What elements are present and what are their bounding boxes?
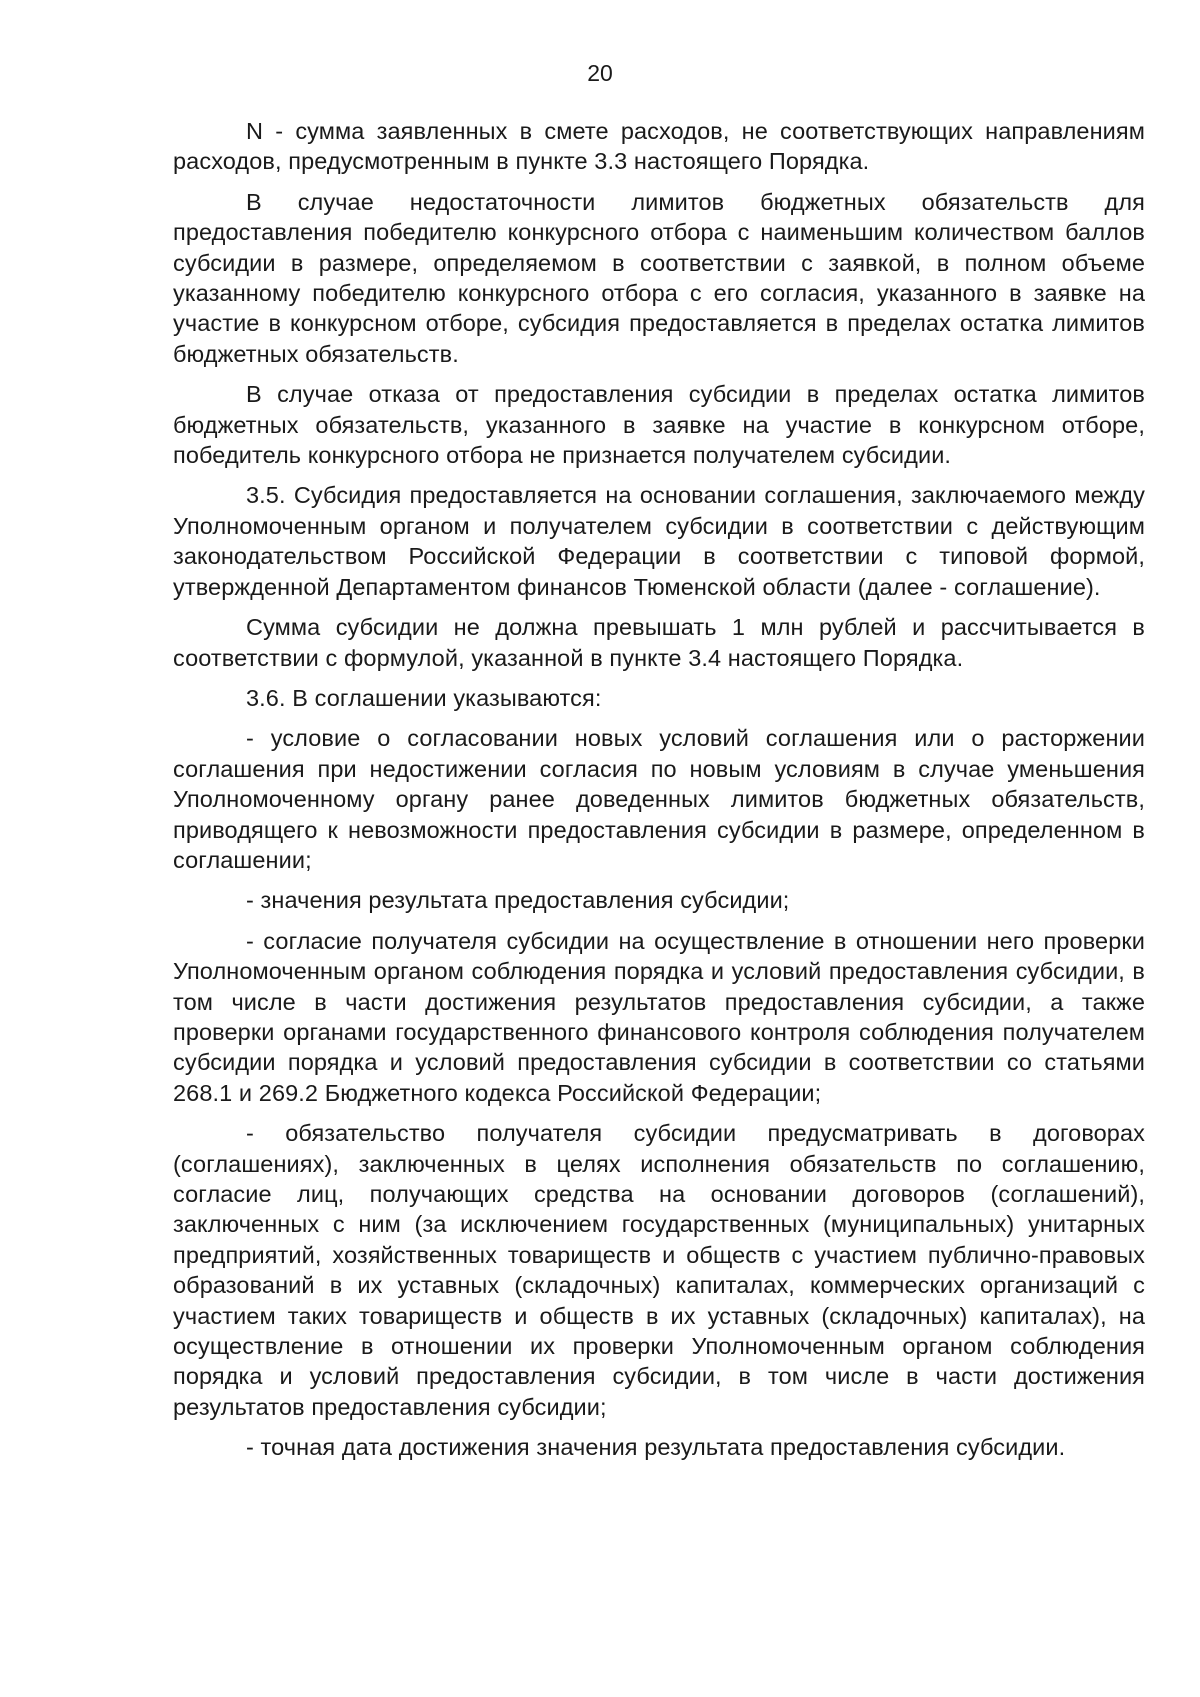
paragraph-refusal: В случае отказа от предоставления субсидии в пределах остатка лимитов бюджетных обязательств, указанного в заявке на участие в конкурсном отборе, победитель конкурсного отбора не признается получателем субсидии. bbox=[173, 381, 1145, 469]
list-item-exact-date: - точная дата достижения значения результата предоставления субсидии. bbox=[246, 1434, 1066, 1461]
paragraph-subsidy-amount: Сумма субсидии не должна превышать 1 млн рублей и рассчитывается в соответствии с формулой, указанной в пункте 3.4 настоящего Порядка. bbox=[173, 614, 1145, 671]
page-number: 20 bbox=[587, 60, 613, 86]
list-item-new-conditions: - условие о согласовании новых условий соглашения или о расторжении соглашения при недостижении согласия по новым условиям в случае уменьшения Уполномоченному органу ранее доведенных лимитов бюджетных обязательств, приводящего к невозможности предоставления субсидии в размере, определенном в соглашении; bbox=[173, 725, 1145, 873]
paragraph-n-definition: N - сумма заявленных в смете расходов, не соответствующих направлениям расходов, предусмотренным в пункте 3.3 настоящего Порядка. bbox=[173, 118, 1145, 175]
list-item-contract-obligation: - обязательство получателя субсидии предусматривать в договорах (соглашениях), заключенных в целях исполнения обязательств по соглашению, согласие лиц, получающих средства на основании договоров (соглашений), заключенных с ним (за исключением государственных (муниципальных) унитарных предприятий, хозяйственных товариществ и обществ с участием публично-правовых образований в их уставных (складочных) капиталах, коммерческих организаций с участием таких товариществ и обществ в их уставных (складочных) капиталах), на осуществление в отношении их проверки Уполномоченным органом соблюдения порядка и условий предоставления субсидии, в том числе в части достижения результатов предоставления субсидии; bbox=[173, 1120, 1145, 1420]
paragraph-clause-3-5: 3.5. Субсидия предоставляется на основании соглашения, заключаемого между Уполномоченным органом и получателем субсидии в соответствии с действующим законодательством Российской Федерации в соответствии с типовой формой, утвержденной Департаментом финансов Тюменской области (далее - соглашение). bbox=[173, 482, 1145, 600]
document-body bbox=[173, 116, 1145, 1473]
paragraph-insufficient-limits: В случае недостаточности лимитов бюджетных обязательств для предоставления победителю конкурсного отбора с наименьшим количеством баллов субсидии в размере, определяемом в соответствии с заявкой, в полном объеме указанному победителю конкурсного отбора с его согласия, указанного в заявке на участие в конкурсном отборе, субсидия предоставляется в пределах остатка лимитов бюджетных обязательств. bbox=[173, 188, 1145, 367]
list-item-result-values: - значения результата предоставления субсидии; bbox=[246, 887, 790, 914]
list-item-inspection-consent: - согласие получателя субсидии на осуществление в отношении него проверки Уполномоченным органом соблюдения порядка и условий предоставления субсидии, в том числе в части достижения результатов предоставления субсидии, а также проверки органами государственного финансового контроля соблюдения получателем субсидии порядка и условий предоставления субсидии в соответствии со статьями 268.1 и 269.2 Бюджетного кодекса Российской Федерации; bbox=[173, 927, 1145, 1106]
paragraph-clause-3-6: 3.6. В соглашении указываются: bbox=[246, 684, 602, 711]
